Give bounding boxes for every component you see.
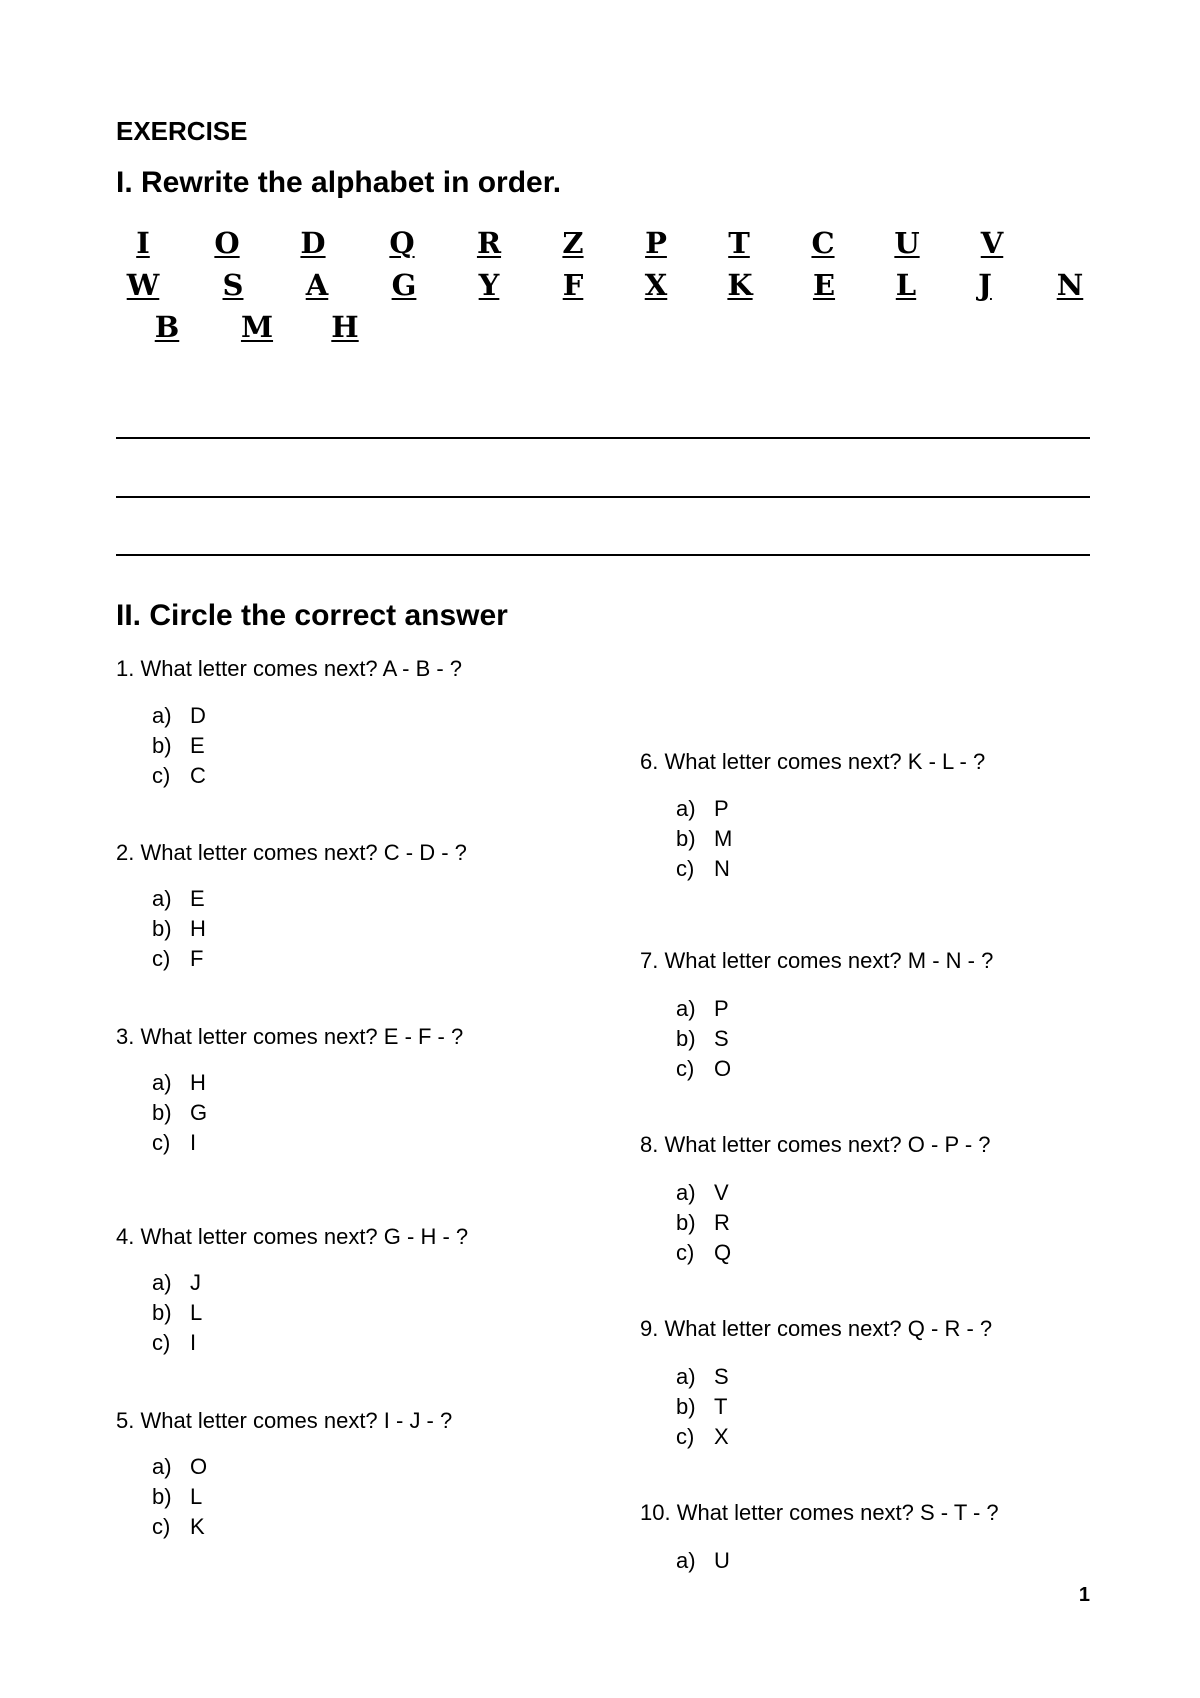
question-9: 9. What letter comes next? Q - R - ?: [640, 1316, 993, 1341]
option-8b[interactable]: [676, 1210, 730, 1236]
option-value: I: [190, 1130, 197, 1155]
option-9c[interactable]: [676, 1424, 729, 1450]
question-3: 3. What letter comes next? E - F - ?: [116, 1024, 464, 1049]
option-7c[interactable]: [676, 1056, 731, 1082]
page-number: 1: [1078, 1584, 1090, 1606]
option-5c[interactable]: [152, 1514, 205, 1540]
option-value: T: [714, 1394, 728, 1419]
option-2a[interactable]: [152, 886, 205, 912]
scrambled-letter: C: [811, 226, 835, 260]
scrambled-letter: O: [214, 226, 240, 260]
option-2c[interactable]: [152, 946, 203, 972]
option-key: c): [152, 1514, 171, 1539]
option-value: O: [190, 1454, 208, 1479]
question-5: 5. What letter comes next? I - J - ?: [116, 1408, 453, 1433]
option-key: c): [676, 1424, 695, 1449]
question-1: 1. What letter comes next? A - B - ?: [116, 656, 463, 681]
scrambled-letter: L: [895, 268, 917, 302]
scrambled-letter: H: [331, 310, 359, 344]
scrambled-letter: Z: [562, 226, 584, 260]
option-key: b): [152, 733, 172, 758]
option-3b[interactable]: [152, 1100, 207, 1126]
option-key: a): [676, 1180, 696, 1205]
option-key: b): [152, 1100, 172, 1125]
option-key: a): [152, 1270, 172, 1295]
exercise-label: EXERCISE: [116, 116, 248, 146]
option-value: R: [714, 1210, 730, 1235]
option-value: X: [714, 1424, 729, 1449]
option-value: L: [190, 1300, 203, 1325]
option-key: c): [676, 1240, 695, 1265]
option-key: a): [676, 796, 696, 821]
option-key: b): [676, 826, 696, 851]
question-4: 4. What letter comes next? G - H - ?: [116, 1224, 469, 1249]
scrambled-letter: Y: [478, 268, 500, 302]
scrambled-letter: N: [1056, 268, 1084, 302]
option-1c[interactable]: [152, 763, 206, 789]
option-value: K: [190, 1514, 205, 1539]
option-6b[interactable]: [676, 826, 732, 852]
scrambled-letter: V: [980, 226, 1004, 260]
option-value: M: [714, 826, 733, 851]
option-key: c): [152, 946, 171, 971]
option-value: V: [714, 1180, 729, 1205]
option-1a[interactable]: [152, 703, 206, 729]
option-1b[interactable]: [152, 733, 205, 759]
question-6: 6. What letter comes next? K - L - ?: [640, 749, 986, 774]
answer-line[interactable]: [116, 554, 1090, 556]
option-7b[interactable]: [676, 1026, 729, 1052]
option-value: F: [190, 946, 204, 971]
option-value: P: [714, 796, 729, 821]
option-key: c): [152, 1130, 171, 1155]
option-value: S: [714, 1364, 729, 1389]
option-value: G: [190, 1100, 208, 1125]
option-value: O: [714, 1056, 732, 1081]
option-value: H: [190, 916, 206, 941]
option-key: c): [152, 1330, 171, 1355]
question-8: 8. What letter comes next? O - P - ?: [640, 1132, 991, 1157]
option-key: a): [152, 1454, 172, 1479]
scrambled-letter: S: [222, 268, 244, 302]
option-value: P: [714, 996, 729, 1021]
option-value: I: [190, 1330, 197, 1355]
scrambled-letter: X: [644, 268, 668, 302]
option-key: b): [152, 1300, 172, 1325]
scrambled-letter: J: [978, 268, 992, 302]
option-value: D: [190, 703, 206, 728]
option-key: b): [676, 1394, 696, 1419]
option-4c[interactable]: [152, 1330, 196, 1356]
scrambled-letter: A: [305, 268, 329, 302]
option-key: a): [676, 996, 696, 1021]
scrambled-letter: E: [812, 268, 836, 302]
option-8c[interactable]: [676, 1240, 731, 1266]
scrambled-letter: I: [136, 226, 150, 260]
option-6c[interactable]: [676, 856, 730, 882]
section-1-title: I. Rewrite the alphabet in order.: [116, 166, 562, 199]
option-key: b): [676, 1026, 696, 1051]
option-value: Q: [714, 1240, 732, 1265]
answer-line[interactable]: [116, 496, 1090, 498]
option-5a[interactable]: [152, 1454, 207, 1480]
scrambled-letter: Q: [389, 226, 415, 260]
option-value: E: [190, 886, 205, 911]
option-9b[interactable]: [676, 1394, 727, 1420]
scrambled-letter: M: [240, 310, 274, 344]
option-8a[interactable]: [676, 1180, 729, 1206]
option-value: L: [190, 1484, 203, 1509]
scrambled-letter: G: [391, 268, 417, 302]
option-key: c): [676, 856, 695, 881]
option-key: c): [152, 763, 171, 788]
question-2: 2. What letter comes next? C - D - ?: [116, 840, 467, 865]
scrambled-letter: B: [154, 310, 180, 344]
scrambled-letter: R: [476, 226, 502, 260]
option-6a[interactable]: [676, 796, 729, 822]
option-key: c): [676, 1056, 695, 1081]
option-value: J: [190, 1270, 201, 1295]
option-5b[interactable]: [152, 1484, 202, 1510]
option-key: a): [152, 1070, 172, 1095]
option-3c[interactable]: [152, 1130, 196, 1156]
scrambled-letter: T: [728, 226, 750, 260]
option-9a[interactable]: [676, 1364, 729, 1390]
scrambled-letter: P: [645, 226, 667, 260]
option-7a[interactable]: [676, 996, 729, 1022]
option-value: E: [190, 733, 205, 758]
question-10: 10. What letter comes next? S - T - ?: [640, 1500, 999, 1525]
option-key: a): [152, 886, 172, 911]
option-value: H: [190, 1070, 206, 1095]
option-4b[interactable]: [152, 1300, 202, 1326]
option-key: b): [152, 1484, 172, 1509]
option-value: U: [714, 1548, 730, 1573]
option-key: a): [152, 703, 172, 728]
answer-line[interactable]: [116, 437, 1090, 439]
scrambled-letter: W: [126, 268, 160, 302]
option-4a[interactable]: [152, 1270, 201, 1296]
option-value: C: [190, 763, 206, 788]
scrambled-letter: K: [727, 268, 753, 302]
section-2-title: II. Circle the correct answer: [116, 599, 508, 632]
scrambled-letter: U: [894, 226, 920, 260]
option-key: a): [676, 1548, 696, 1573]
question-7: 7. What letter comes next? M - N - ?: [640, 948, 994, 973]
option-key: a): [676, 1364, 696, 1389]
option-3a[interactable]: [152, 1070, 206, 1096]
option-value: S: [714, 1026, 729, 1051]
scrambled-letter: F: [562, 268, 584, 302]
option-2b[interactable]: [152, 916, 206, 942]
scrambled-letter: D: [300, 226, 326, 260]
option-key: b): [152, 916, 172, 941]
option-10a[interactable]: [676, 1548, 730, 1574]
option-key: b): [676, 1210, 696, 1235]
option-value: N: [714, 856, 730, 881]
